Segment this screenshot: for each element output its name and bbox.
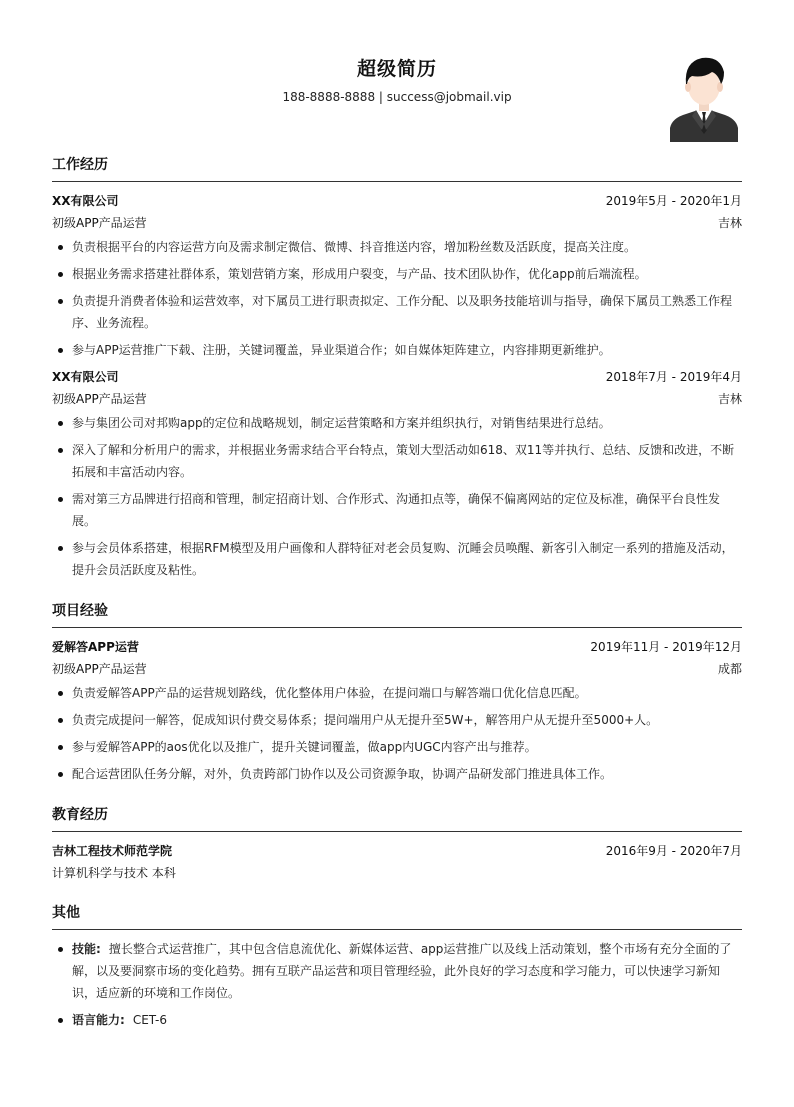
school-name: 吉林工程技术师范学院: [52, 844, 173, 858]
other-section: [52, 902, 742, 1031]
bullet-item: 负责根据平台的内容运营方向及需求制定微信、微博、抖音推送内容，增加粉丝数及活跃度，提高关注度。: [52, 236, 742, 258]
section-title-education: 教育经历: [52, 804, 742, 832]
bullet-item: 参与集团公司对邦购app的定位和战略规划，制定运营策略和方案并组织执行，对销售结果进行总结。: [52, 412, 742, 434]
bullet-item: 负责提升消费者体验和运营效率，对下属员工进行职责拟定、工作分配、以及职务技能培训与指导，确保下属员工熟悉工作程序、业务流程。: [52, 290, 742, 334]
language-label: 语言能力:: [72, 1013, 125, 1027]
bullet-list: [52, 236, 742, 361]
language-item: [52, 1009, 742, 1031]
company-name: XX有限公司: [52, 194, 119, 208]
language-text: CET-6: [132, 1013, 167, 1027]
project-name: 爱解答APP运营: [52, 640, 139, 654]
bullet-item: 深入了解和分析用户的需求，并根据业务需求结合平台特点，策划大型活动如618、双11等并执行、总结、反馈和改进，不断拓展和丰富活动内容。: [52, 439, 742, 483]
job-role: 初级APP产品运营: [52, 216, 147, 230]
job-role: 初级APP产品运营: [52, 392, 147, 406]
section-title-other: 其他: [52, 902, 742, 930]
contact-info: 188-8888-8888 | success@jobmail.vip: [282, 90, 512, 104]
location: 吉林: [717, 392, 742, 406]
resume-page: [52, 0, 742, 1036]
bullet-list: [52, 682, 742, 785]
skills-text: 擅长整合式运营推广，其中包含信息流优化、新媒体运营、app运营推广以及线上活动策划，整个市场有充分全面的了解，以及要洞察市场的变化趋势。拥有互联产品运营和项目管理经验，此外良好的学习态度和学习能力，可以快速学习新知识，适应新的环境和工作岗位。: [72, 942, 732, 1000]
work-section: [52, 154, 742, 581]
bullet-item: 参与APP运营推广下载、注册，关键词覆盖，异业渠道合作；如自媒体矩阵建立，内容排期更新维护。: [52, 339, 742, 361]
bullet-item: 配合运营团队任务分解，对外，负责跨部门协作以及公司资源争取，协调产品研发部门推进具体工作。: [52, 763, 742, 785]
skills-item: [52, 938, 742, 1004]
bullet-list: [52, 412, 742, 581]
bullet-item: 参与爱解答APP的aos优化以及推广，提升关键词覆盖，做app内UGC内容产出与推荐。: [52, 736, 742, 758]
date-range: 2016年9月 - 2020年7月: [605, 844, 742, 858]
job-role: 初级APP产品运营: [52, 662, 147, 676]
bullet-item: 负责爱解答APP产品的运营规划路线，优化整体用户体验，在提问端口与解答端口优化信息匹配。: [52, 682, 742, 704]
skills-label: 技能:: [72, 942, 101, 956]
bullet-item: 参与会员体系搭建，根据RFM模型及用户画像和人群特征对老会员复购、沉睡会员唤醒、新客引入制定一系列的措施及活动，提升会员活跃度及粘性。: [52, 537, 742, 581]
location: 吉林: [717, 216, 742, 230]
bullet-item: 根据业务需求搭建社群体系，策划营销方案，形成用户裂变，与产品、技术团队协作，优化app前后端流程。: [52, 263, 742, 285]
project-section: [52, 600, 742, 785]
date-range: 2019年11月 - 2019年12月: [590, 640, 742, 654]
education-section: [52, 804, 742, 884]
project-entry: [52, 636, 742, 785]
date-range: 2018年7月 - 2019年4月: [605, 370, 742, 384]
section-title-projects: 项目经验: [52, 600, 742, 628]
avatar: [668, 54, 740, 142]
bullet-item: 负责完成提问一解答，促成知识付费交易体系；提问端用户从无提升至5W+，解答用户从无提升至5000+人。: [52, 709, 742, 731]
work-entry: [52, 366, 742, 581]
work-entry: [52, 190, 742, 361]
candidate-name: 超级简历: [356, 58, 437, 80]
section-title-work: 工作经历: [52, 154, 742, 182]
company-name: XX有限公司: [52, 370, 119, 384]
date-range: 2019年5月 - 2020年1月: [605, 194, 742, 208]
resume-header: [52, 0, 742, 150]
location: 成都: [717, 662, 742, 676]
bullet-item: 需对第三方品牌进行招商和管理，制定招商计划、合作形式、沟通扣点等，确保不偏离网站的定位及标准，确保平台良性发展。: [52, 488, 742, 532]
major-degree: 计算机科学与技术 本科: [52, 866, 176, 880]
bullet-list: [52, 938, 742, 1031]
